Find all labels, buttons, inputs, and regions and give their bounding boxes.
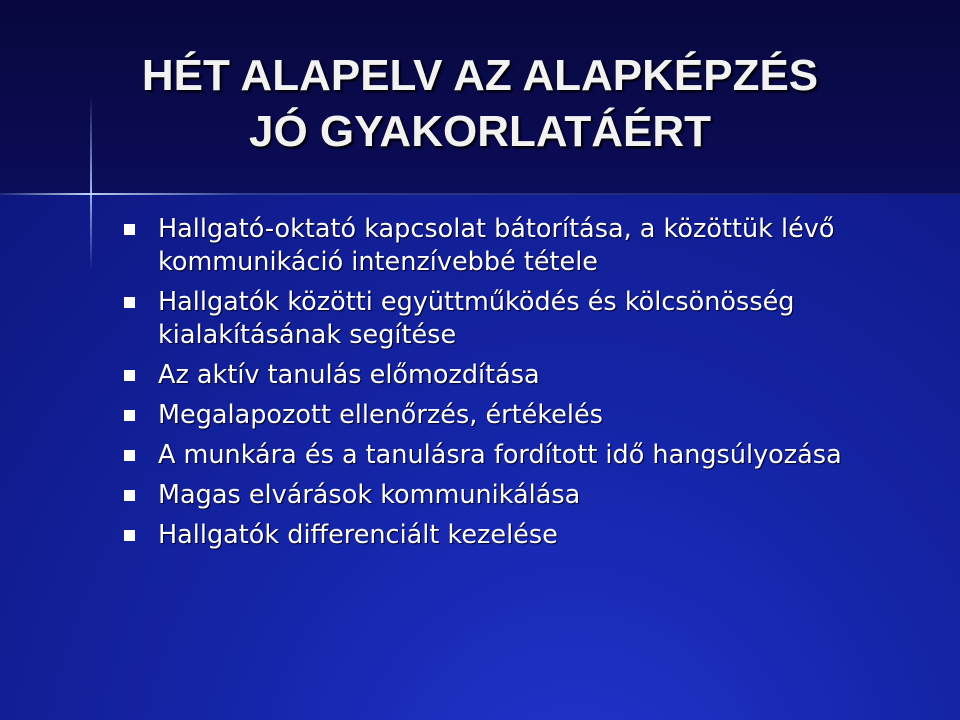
bullet-item <box>0 479 960 512</box>
slide-title <box>0 48 960 160</box>
bullet-text: Magas elvárások kommunikálása <box>158 480 581 510</box>
bullet-text: Az aktív tanulás előmozdítása <box>158 360 540 390</box>
bullet-item <box>0 439 960 472</box>
square-bullet-icon <box>124 370 135 381</box>
square-bullet-icon <box>124 297 135 308</box>
bullet-text: Hallgatók differenciált kezelése <box>158 520 558 550</box>
square-bullet-icon <box>124 450 135 461</box>
slide-title-line-1: HÉT ALAPELV AZ ALAPKÉPZÉS <box>141 51 819 100</box>
square-bullet-icon <box>124 530 135 541</box>
slide-title-line-2: JÓ GYAKORLATÁÉRT <box>248 107 712 156</box>
bullet-item <box>0 399 960 432</box>
bullet-item <box>0 519 960 552</box>
bullet-item <box>0 213 960 279</box>
bullet-text: Megalapozott ellenőrzés, értékelés <box>158 400 603 430</box>
bullet-text: Hallgatók közötti együttműködés és kölcsönösség kialakításának segítése <box>158 287 795 350</box>
square-bullet-icon <box>124 410 135 421</box>
decorative-horizontal-line <box>0 193 960 195</box>
bullet-item <box>0 286 960 352</box>
square-bullet-icon <box>124 224 135 235</box>
bullet-text: Hallgató-oktató kapcsolat bátorítása, a közöttük lévő kommunikáció intenzívebbé tétele <box>158 214 835 277</box>
square-bullet-icon <box>124 490 135 501</box>
bullet-list <box>0 213 960 559</box>
bullet-item <box>0 359 960 392</box>
bullet-text: A munkára és a tanulásra fordított idő hangsúlyozása <box>158 440 842 470</box>
